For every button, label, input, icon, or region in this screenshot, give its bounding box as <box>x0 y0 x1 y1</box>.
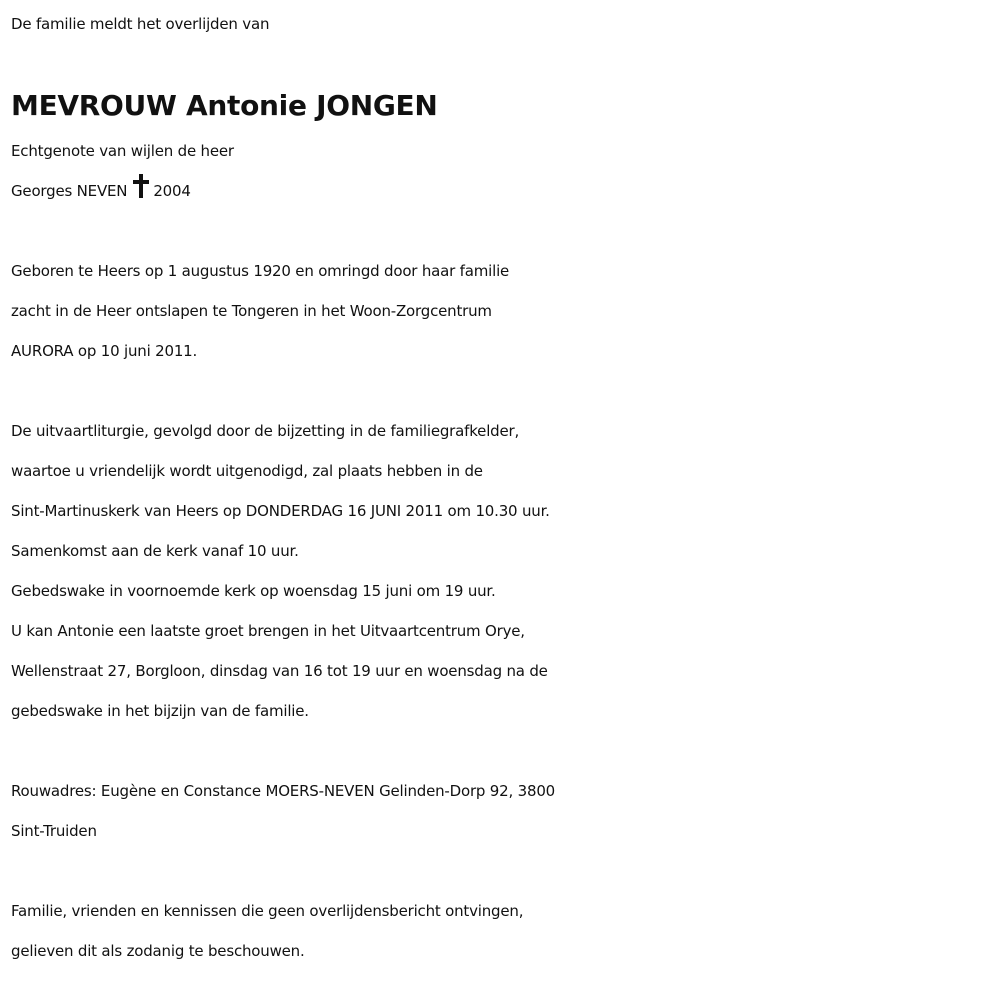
closing-paragraph <box>11 891 996 971</box>
intro-text: De familie meldt het overlijden van <box>11 15 270 33</box>
paragraph-line: waartoe u vriendelijk wordt uitgenodigd, zal plaats hebben in de <box>11 462 483 480</box>
address-paragraph <box>11 771 996 851</box>
spouse-death-year: 2004 <box>153 182 191 200</box>
paragraph-line: U kan Antonie een laatste groet brengen in het Uitvaartcentrum Orye, <box>11 622 525 640</box>
spacer <box>11 371 996 411</box>
paragraph-line: De uitvaartliturgie, gevolgd door de bijzetting in de familiegrafkelder, <box>11 422 520 440</box>
spouse-line: Echtgenote van wijlen de heer <box>11 142 234 160</box>
spacer <box>11 851 996 891</box>
paragraph-line: Familie, vrienden en kennissen die geen overlijdensbericht ontvingen, <box>11 902 524 920</box>
paragraph-line: Gebedswake in voornoemde kerk op woensdag 15 juni om 19 uur. <box>11 582 496 600</box>
paragraph-line: gebedswake in het bijzijn van de familie. <box>11 702 309 720</box>
paragraph-line: Rouwadres: Eugène en Constance MOERS-NEVEN Gelinden-Dorp 92, 3800 <box>11 782 556 800</box>
paragraph-line: Wellenstraat 27, Borgloon, dinsdag van 16 tot 19 uur en woensdag na de <box>11 662 548 680</box>
spacer <box>11 731 996 771</box>
spouse-name-line <box>11 171 996 211</box>
death-notice <box>11 0 996 971</box>
paragraph-line: Sint-Martinuskerk van Heers op DONDERDAG 16 JUNI 2011 om 10.30 uur. <box>11 502 550 520</box>
paragraph-line: Sint-Truiden <box>11 822 97 840</box>
paragraph-line: Samenkomst aan de kerk vanaf 10 uur. <box>11 542 299 560</box>
spacer <box>11 211 996 251</box>
cross-icon <box>133 174 149 198</box>
paragraph-line: gelieven dit als zodanig te beschouwen. <box>11 942 305 960</box>
paragraph-line: AURORA op 10 juni 2011. <box>11 342 198 360</box>
deceased-name: MEVROUW Antonie JONGEN <box>11 89 438 122</box>
funeral-paragraph <box>11 411 996 731</box>
paragraph-line: Geboren te Heers op 1 augustus 1920 en omringd door haar familie <box>11 262 510 280</box>
spouse-name: Georges NEVEN <box>11 182 128 200</box>
birth-paragraph <box>11 251 996 371</box>
paragraph-line: zacht in de Heer ontslapen te Tongeren in het Woon-Zorgcentrum <box>11 302 492 320</box>
